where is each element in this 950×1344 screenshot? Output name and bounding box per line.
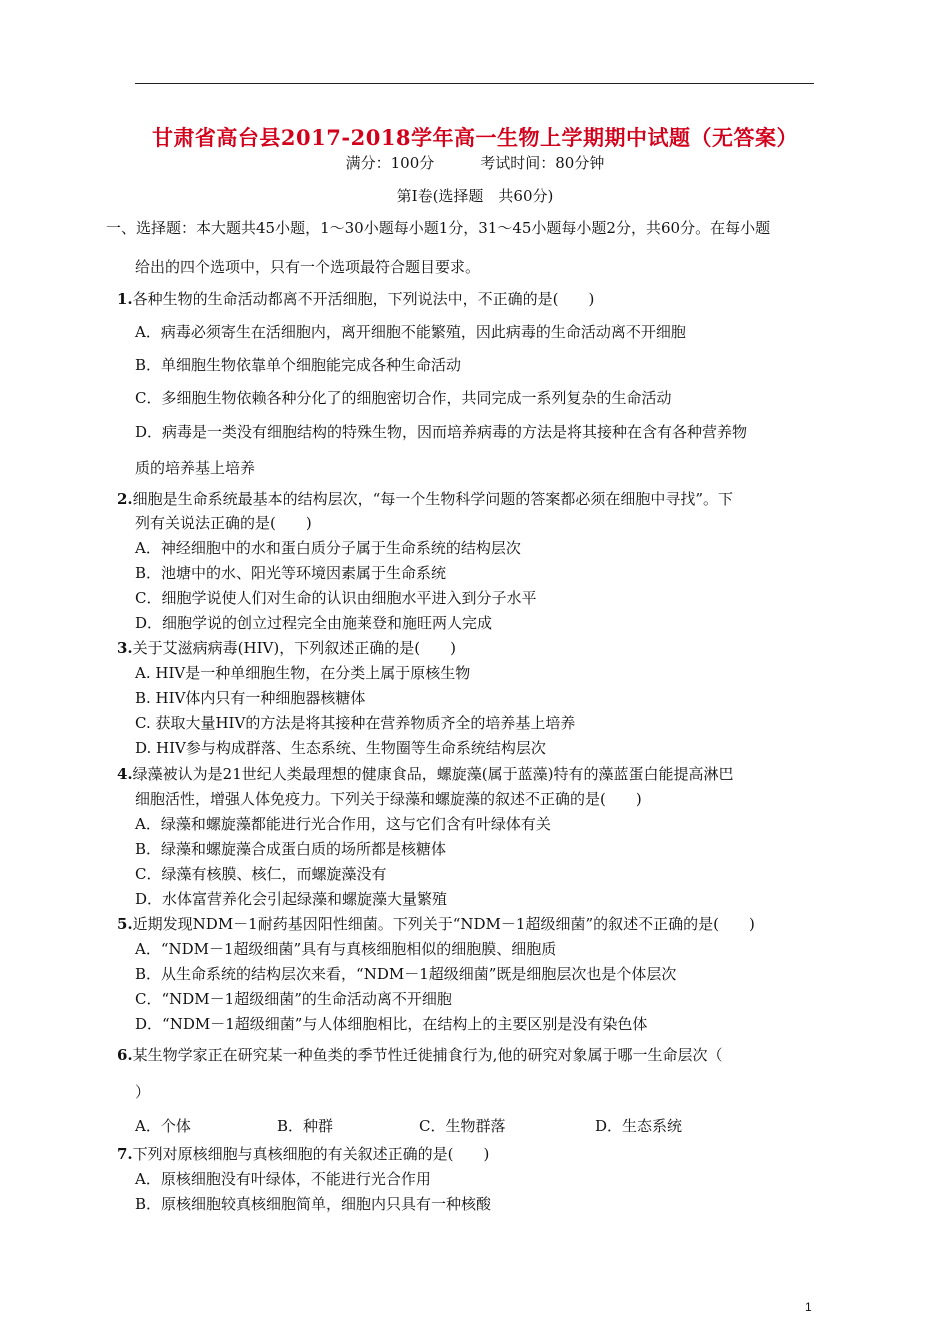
option-d: D．生态系统 xyxy=(595,1117,683,1135)
page-title: 甘肃省高台县2017-2018学年高一生物上学期期中试题（无答案） xyxy=(151,125,799,150)
option-d: D. HIV参与构成群落、生态系统、生物圈等生命系统结构层次 xyxy=(135,739,546,757)
question-number: 4. xyxy=(117,765,133,783)
question-5 xyxy=(117,914,755,934)
question-stem-continued: 列有关说法正确的是( ) xyxy=(135,514,312,532)
option-b: B．原核细胞较真核细胞简单，细胞内只具有一种核酸 xyxy=(135,1195,492,1213)
option-c: C. 获取大量HIV的方法是将其接种在营养物质齐全的培养基上培养 xyxy=(135,714,576,732)
option-d-continued: 质的培养基上培养 xyxy=(135,459,256,477)
option-a: A．病毒必须寄生在活细胞内，离开细胞不能繁殖，因此病毒的生命活动离不开细胞 xyxy=(135,323,686,341)
question-7 xyxy=(117,1144,489,1164)
section-heading: 第Ⅰ卷(选择题 共60分) xyxy=(396,187,554,205)
option-a: A．“NDM－1超级细菌”具有与真核细胞相似的细胞膜、细胞质 xyxy=(135,940,557,958)
instructions-line-1: 一、选择题：本大题共45小题，1～30小题每小题1分，31～45小题每小题2分，共60分。在每小题 xyxy=(106,219,771,237)
question-number: 6. xyxy=(117,1046,133,1064)
option-c: C．多细胞生物依赖各种分化了的细胞密切合作，共同完成一系列复杂的生命活动 xyxy=(135,389,672,407)
exam-info xyxy=(0,152,950,173)
question-stem: 某生物学家正在研究某一种鱼类的季节性迁徙捕食行为,他的研究对象属于哪一生命层次（ xyxy=(132,1046,723,1064)
instructions-line-2: 给出的四个选项中，只有一个选项最符合题目要求。 xyxy=(135,258,481,276)
question-stem-continued: 细胞活性，增强人体免疫力。下列关于绿藻和螺旋藻的叙述不正确的是( ) xyxy=(135,790,642,808)
question-3 xyxy=(117,638,456,658)
option-a: A. HIV是一种单细胞生物，在分类上属于原核生物 xyxy=(135,664,471,682)
question-stem: 细胞是生命系统最基本的结构层次，“每一个生物科学问题的答案都必须在细胞中寻找”。下 xyxy=(132,490,734,508)
question-stem: 下列对原核细胞与真核细胞的有关叙述正确的是( ) xyxy=(132,1145,490,1163)
option-d: D．“NDM－1超级细菌”与人体细胞相比，在结构上的主要区别是没有染色体 xyxy=(135,1015,648,1033)
page-number: 1 xyxy=(805,1300,812,1314)
option-c: C．绿藻有核膜、核仁，而螺旋藻没有 xyxy=(135,865,387,883)
option-d: D．病毒是一类没有细胞结构的特殊生物，因而培养病毒的方法是将其接种在含有各种营养物 xyxy=(135,423,748,441)
question-4 xyxy=(117,764,733,784)
question-1 xyxy=(117,289,594,309)
option-d: D．细胞学说的创立过程完全由施莱登和施旺两人完成 xyxy=(135,614,493,632)
top-rule xyxy=(135,83,814,84)
option-a: A．绿藻和螺旋藻都能进行光合作用，这与它们含有叶绿体有关 xyxy=(135,815,551,833)
options-row xyxy=(135,1116,682,1136)
question-number: 2. xyxy=(117,490,133,508)
option-d: D．水体富营养化会引起绿藻和螺旋藻大量繁殖 xyxy=(135,890,448,908)
question-number: 1. xyxy=(117,290,133,308)
option-b: B．池塘中的水、阳光等环境因素属于生命系统 xyxy=(135,564,447,582)
question-stem: 绿藻被认为是21世纪人类最理想的健康食品，螺旋藻(属于蓝藻)特有的藻蓝蛋白能提高淋巴 xyxy=(132,765,734,783)
question-number: 7. xyxy=(117,1145,133,1163)
question-6 xyxy=(117,1045,722,1065)
option-b: B．绿藻和螺旋藻合成蛋白质的场所都是核糖体 xyxy=(135,840,447,858)
question-2 xyxy=(117,489,733,509)
question-number: 5. xyxy=(117,915,133,933)
option-c: C．“NDM－1超级细菌”的生命活动离不开细胞 xyxy=(135,990,452,1008)
question-stem: 近期发现NDM－1耐药基因阳性细菌。下列关于“NDM－1超级细菌”的叙述不正确的是( ) xyxy=(132,915,755,933)
option-b: B．种群 xyxy=(277,1117,334,1135)
option-a: A．原核细胞没有叶绿体，不能进行光合作用 xyxy=(135,1170,431,1188)
time-info: 考试时间：80分钟 xyxy=(480,154,605,172)
question-number: 3. xyxy=(117,639,133,657)
option-b: B. HIV体内只有一种细胞器核糖体 xyxy=(135,689,366,707)
question-stem: 关于艾滋病病毒(HIV)，下列叙述正确的是( ) xyxy=(132,639,456,657)
question-stem-continued: ） xyxy=(135,1083,151,1101)
option-a: A．神经细胞中的水和蛋白质分子属于生命系统的结构层次 xyxy=(135,539,521,557)
option-b: B．从生命系统的结构层次来看，“NDM－1超级细菌”既是细胞层次也是个体层次 xyxy=(135,965,677,983)
option-c: C．生物群落 xyxy=(419,1117,506,1135)
option-c: C．细胞学说使人们对生命的认识由细胞水平进入到分子水平 xyxy=(135,589,537,607)
option-a: A．个体 xyxy=(135,1117,191,1135)
question-stem: 各种生物的生命活动都离不开活细胞，下列说法中，不正确的是( ) xyxy=(132,290,595,308)
score-info: 满分：100分 xyxy=(345,154,435,172)
option-b: B．单细胞生物依靠单个细胞能完成各种生命活动 xyxy=(135,356,462,374)
